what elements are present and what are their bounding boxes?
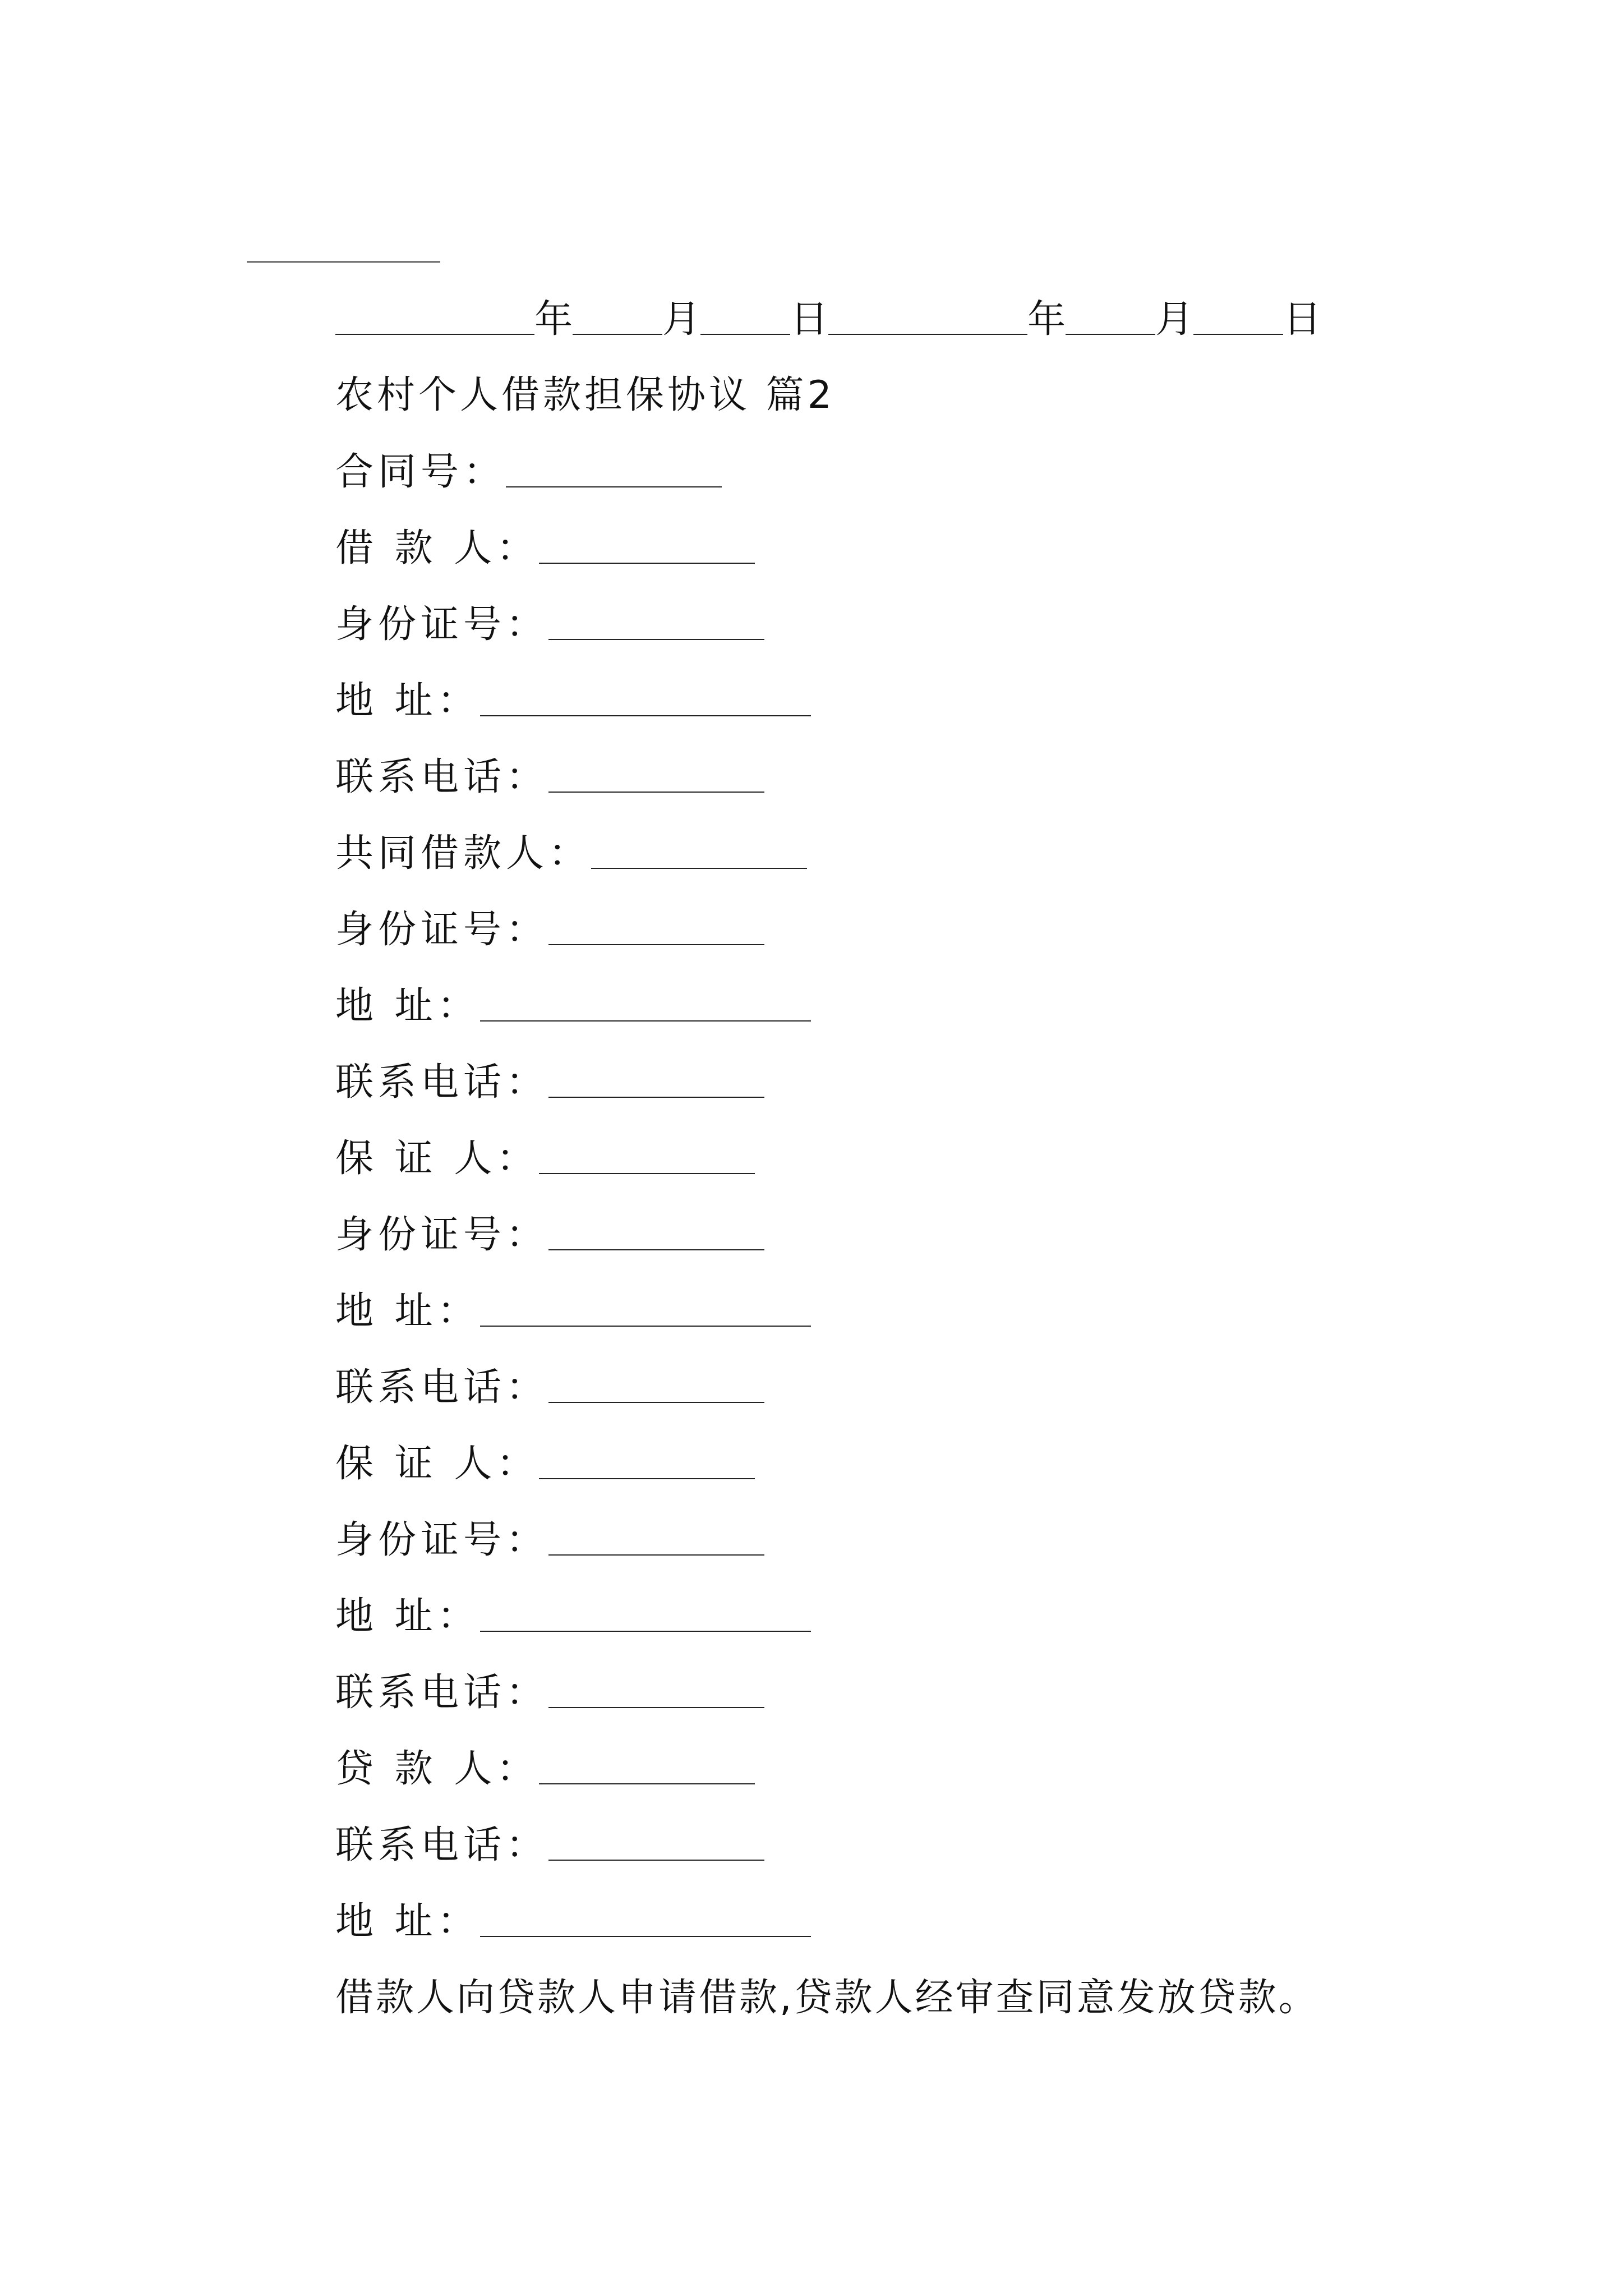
borrower-id-blank: [548, 603, 764, 640]
guarantor-2-phone-field: [335, 1665, 764, 1721]
borrower-field: [335, 521, 755, 577]
day-blank-2: [1193, 298, 1283, 335]
guarantor-1-id-blank: [548, 1213, 764, 1250]
field-label: 地 址：: [335, 1899, 480, 1944]
year-blank-2: [828, 298, 1027, 335]
field-label: 联系电话：: [335, 1365, 549, 1410]
lender-field: [335, 1741, 755, 1797]
guarantor-1-blank: [539, 1137, 755, 1174]
co-borrower-id-field: [335, 902, 764, 958]
co-borrower-address-field: [335, 978, 811, 1034]
field-label: 联系电话：: [335, 1060, 549, 1105]
borrower-phone-blank: [548, 756, 764, 793]
field-label: 联系电话：: [335, 755, 549, 799]
field-label: 共同借款人：: [335, 831, 592, 876]
date-line: [335, 292, 1321, 348]
field-label: 地 址：: [335, 984, 480, 1028]
field-label: 保 证 人：: [335, 1442, 540, 1486]
co-borrower-phone-field: [335, 1055, 764, 1111]
month-blank-1: [573, 298, 662, 335]
co-borrower-phone-blank: [548, 1061, 764, 1098]
lender-blank: [539, 1747, 755, 1784]
guarantor-2-address-field: [335, 1589, 811, 1645]
year-blank-1: [335, 298, 534, 335]
closing-paragraph: 借款人向贷款人申请借款,贷款人经审查同意发放贷款。: [335, 1976, 1319, 2020]
borrower-id-field: [335, 597, 764, 653]
borrower-address-blank: [480, 679, 811, 716]
guarantor-1-address-blank: [480, 1290, 811, 1327]
guarantor-1-address-field: [335, 1283, 811, 1340]
month-blank-2: [1066, 298, 1155, 335]
guarantor-2-field: [335, 1436, 755, 1492]
month-label-2: 月: [1155, 297, 1194, 342]
borrower-address-field: [335, 673, 811, 729]
co-borrower-field: [335, 826, 807, 882]
day-blank-1: [700, 298, 790, 335]
lender-address-blank: [480, 1900, 811, 1937]
contract-number-blank: [506, 450, 722, 487]
month-label-1: 月: [662, 297, 701, 342]
field-label: 合同号：: [335, 450, 506, 494]
guarantor-1-phone-blank: [548, 1366, 764, 1403]
field-label: 借 款 人：: [335, 526, 540, 570]
day-label-1: 日: [790, 297, 829, 342]
signature-line: [247, 261, 440, 263]
contract-number-field: [335, 444, 722, 500]
borrower-phone-field: [335, 749, 764, 806]
year-label-1: 年: [534, 297, 573, 342]
co-borrower-address-blank: [480, 984, 811, 1022]
field-label: 联系电话：: [335, 1823, 549, 1867]
guarantor-2-id-blank: [548, 1519, 764, 1556]
field-label: 地 址：: [335, 679, 480, 723]
field-label: 身份证号：: [335, 908, 549, 952]
guarantor-2-id-field: [335, 1512, 764, 1568]
field-label: 身份证号：: [335, 602, 549, 647]
borrower-blank: [539, 527, 755, 564]
guarantor-1-phone-field: [335, 1360, 764, 1416]
guarantor-2-blank: [539, 1442, 755, 1479]
field-label: 保 证 人：: [335, 1137, 540, 1181]
day-label-2: 日: [1283, 297, 1322, 342]
year-label-2: 年: [1027, 297, 1066, 342]
lender-address-field: [335, 1894, 811, 1950]
guarantor-1-field: [335, 1131, 755, 1187]
document-title: 农村个人借款担保协议 篇2: [335, 373, 835, 417]
field-label: 地 址：: [335, 1594, 480, 1639]
field-label: 联系电话：: [335, 1671, 549, 1715]
lender-phone-field: [335, 1818, 764, 1874]
field-label: 身份证号：: [335, 1213, 549, 1257]
guarantor-1-id-field: [335, 1207, 764, 1263]
field-label: 地 址：: [335, 1289, 480, 1333]
co-borrower-id-blank: [548, 908, 764, 945]
field-label: 贷 款 人：: [335, 1747, 540, 1791]
field-label: 身份证号：: [335, 1518, 549, 1562]
guarantor-2-address-blank: [480, 1595, 811, 1632]
guarantor-2-phone-blank: [548, 1671, 764, 1708]
co-borrower-blank: [591, 832, 807, 869]
lender-phone-blank: [548, 1824, 764, 1861]
